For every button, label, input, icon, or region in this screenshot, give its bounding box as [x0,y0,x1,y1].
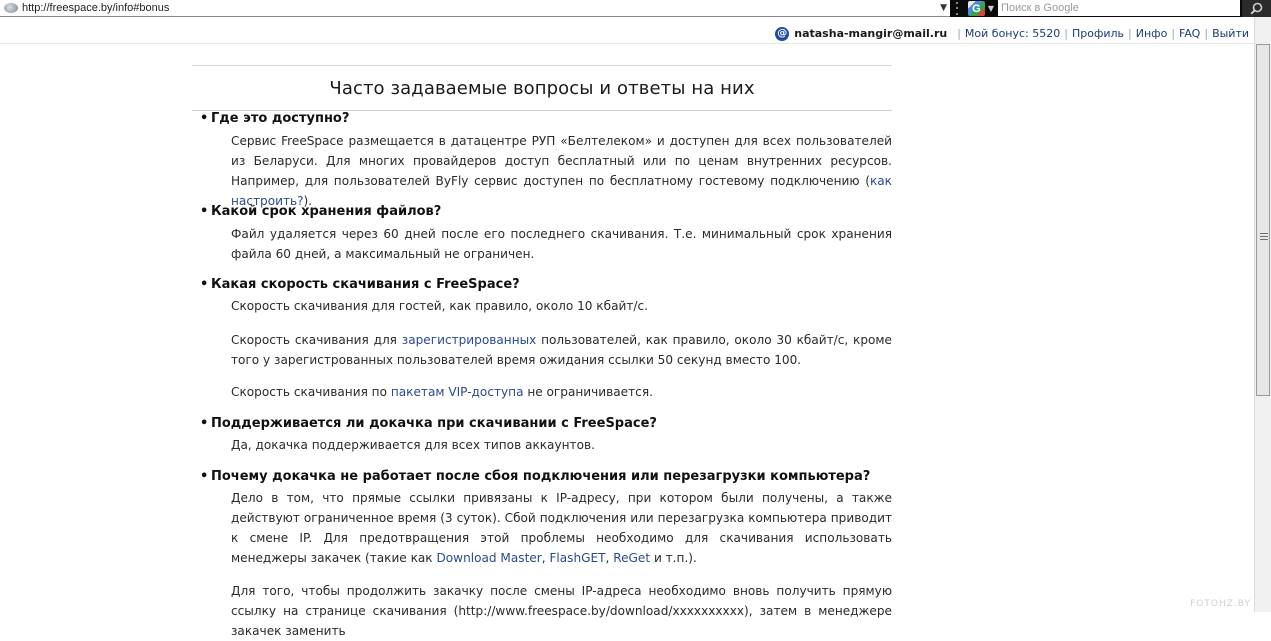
answer-text: Скорость скачивания по [231,385,391,399]
how-to-configure-link[interactable]: как настроить? [231,174,892,208]
browser-toolbar [0,0,1271,17]
question-text: Какая скорость скачивания с FreeSpace? [211,277,520,292]
answer-text: не ограничивается. [523,385,653,399]
bullet-icon: • [200,469,209,484]
bullet-icon: • [200,111,209,126]
bullet-icon: • [200,277,209,292]
faq-question [200,469,870,484]
answer-text: и т.п.). [650,551,697,565]
faq-answer: Для того, чтобы продолжить закачку после смены IP-адреса необходимо вновь получить прямую ссылку на странице скачивания (http://www.freespace.by/download/xxxxxxxxxx), затем в менеджере закачек заменить [231,584,892,638]
faq-answer: Файл удаляется через 60 дней после его последнего скачивания. Т.е. минимальный срок хранения файла 60 дней, а максимальный не ограничен. [231,227,892,261]
question-text: Почему докачка не работает после сбоя подключения или перезагрузки компьютера? [211,469,871,484]
logout-link[interactable]: Выйти [1212,27,1249,40]
answer-text: , [605,551,614,565]
faq-answer [231,330,892,370]
faq-question [200,111,349,126]
faq-question [200,416,657,431]
faq-link[interactable]: FAQ [1179,27,1201,40]
question-text: Поддерживается ли докачка при скачивании с FreeSpace? [211,416,657,431]
vip-packages-link[interactable]: пакетам VIP-доступа [390,385,524,399]
question-text: Где это доступно? [211,111,350,126]
user-bar [0,24,1254,44]
address-url[interactable]: http://freespace.by/info#bonus [22,2,170,14]
answer-text: пользователей, как правило, около 30 кбайт/с, кроме того у зарегистрованных пользователей время ожидания ссылки 50 секунд вместо 100. [231,333,892,367]
chevron-down-icon[interactable]: ▼ [940,3,947,13]
search-icon [1250,2,1263,15]
answer-text: , [541,551,550,565]
address-bar[interactable] [0,0,950,17]
site-favicon-icon [4,3,18,13]
info-link[interactable]: Инфо [1135,27,1168,40]
faq-answer [231,488,892,568]
search-input[interactable] [998,0,1240,16]
chevron-down-icon: ▼ [987,4,995,13]
separator: | [1064,27,1068,40]
answer-text: Дело в том, что прямые ссылки привязаны к IP-адресу, при котором были получены, а также действуют ограниченное время (3 суток). Сбой подключения или перезагрузка компьютера приводит к смене IP. Для предотвращения этой проблемы необходимо для скачивания использовать менеджеры закачек (такие как [231,491,892,565]
flashget-link[interactable]: FlashGET [549,551,606,565]
faq-answer [231,131,892,211]
profile-link[interactable]: Профиль [1071,27,1125,40]
download-master-link[interactable]: Download Master [436,551,542,565]
watermark: FOTOHZ.BY [1190,599,1251,609]
separator: | [1128,27,1132,40]
search-button[interactable] [1242,0,1271,17]
faq-answer: Скорость скачивания для гостей, как правило, около 10 кбайт/с. [231,299,648,313]
mail-at-icon: @ [777,28,788,39]
separator: | [1171,27,1176,40]
bullet-icon: • [200,416,209,431]
registered-link[interactable]: зарегистрированных [401,333,537,347]
question-text: Какой срок хранения файлов? [211,204,442,219]
google-logo-icon: G [968,1,985,16]
search-engine-button[interactable] [965,0,997,17]
scroll-grip-icon [1260,233,1268,242]
bonus-link[interactable]: Мой бонус: 5520 [964,27,1061,40]
faq-question [200,277,520,292]
faq-answer [231,382,892,402]
user-email: natasha-mangir@mail.ru [794,27,948,40]
answer-text: Сервис FreeSpace размещается в датацентре РУП «Белтелеком» и доступен для всех пользователей из Беларуси. Для многих провайдеров доступ бесплатный или по ценам внутренних ресурсов. Например, для пользователей ByFly сервис доступен по бесплатному гостевому подключению ( [231,134,892,188]
separator: | [1204,27,1209,40]
page-title: Часто задаваемые вопросы и ответы на них [192,65,892,111]
separator: | [957,27,961,40]
page-scrollbar[interactable] [1254,17,1271,612]
faq-answer: Да, докачка поддерживается для всех типов аккаунтов. [231,438,595,452]
scrollbar-thumb[interactable] [1256,44,1270,396]
toolbar-grip-icon[interactable] [953,0,961,17]
bullet-icon: • [200,204,209,219]
reget-link[interactable]: ReGet [613,551,651,565]
answer-text: Скорость скачивания для [231,333,402,347]
answer-text: ). [303,194,313,208]
faq-content [192,65,892,638]
faq-question [200,204,441,219]
